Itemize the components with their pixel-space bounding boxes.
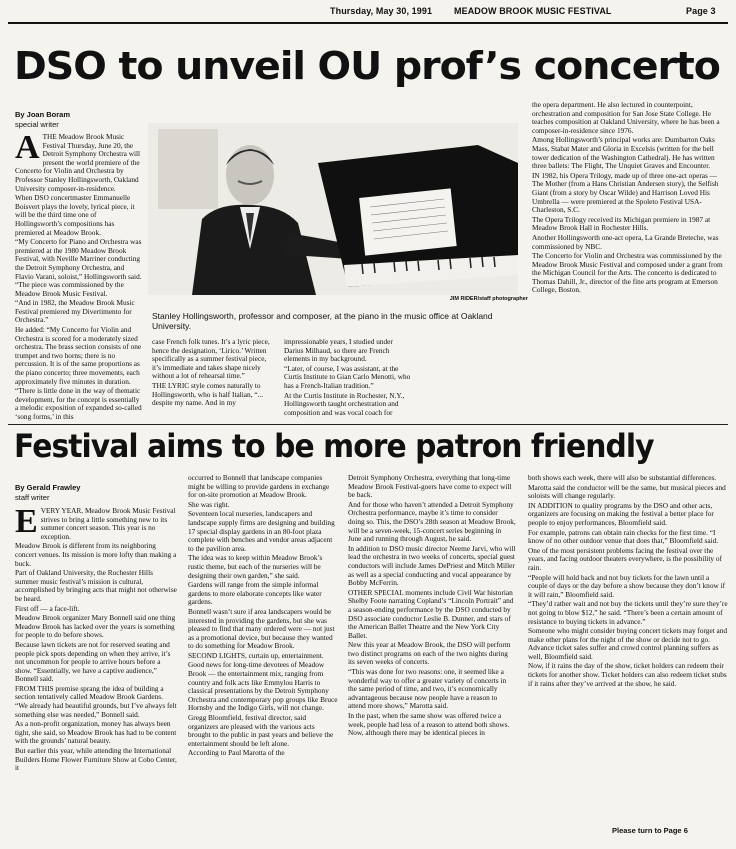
article2-col2-p6: SECOND LIGHTS, curtain up, entertainment. <box>188 650 324 660</box>
drop-cap: E <box>15 503 38 540</box>
article1-col1-p5: “There is little done in the way of thematic development, for the concept is essentially a melodic exposition of expanded so-called ‘song forms,’ in this <box>15 386 142 421</box>
article1-column-1 <box>15 129 143 421</box>
article2-col2-p5: Bonnell wasn’t sure if area landscapers would be interested in providing the gardens, but she was pleased to find that many ordered were — not just as a promotional device, but because they wanted to do something for Meadow Brook. <box>188 606 335 651</box>
continued-note: Please turn to Page 6 <box>612 826 688 835</box>
article1-col1-p0: THE Meadow Brook Music Festival Thursday, June 20, the Detroit Symphony Orchestra will present the world premiere of the Concerto for Violin and Orchestra by Professor Stanley Hollingsworth, Oakland University composer-in-residence. <box>15 132 141 193</box>
article2-col3-p6: In the past, when the same show was offered twice a week, people had less of a reason to attend both shows. Now, although there may be identical pieces in <box>348 711 510 738</box>
article2-column-2 <box>188 474 338 844</box>
article1-column-3 <box>284 338 412 422</box>
article1-column-4 <box>532 101 728 421</box>
article2-col3-p1: And for those who haven’t attended a Detroit Symphony Orchestra performance, maybe it’s time to consider doing so. This, the DSO’s 28th season at Meadow Brook, will be a seven-week, 15-concert series beginning in June and running through August, he said. <box>348 499 516 544</box>
article2-col1-p2: Part of Oakland University, the Rochester Hills summer music festival’s mission is cultural, accomplished by bringing acts that might not otherwise be heard. <box>15 568 177 603</box>
article2-column-1 <box>15 503 177 843</box>
article2-col4-p3: For example, patrons can obtain rain checks for the first time. “I know of no other outdoor venue that does that,” Bloomfield said. <box>528 527 719 546</box>
article2-byline-role: staff writer <box>15 493 50 502</box>
article2-col4-p6: “They’d rather wait and not buy the tickets until they’re sure they’re not going to blow $12,” he said. “There’s been a certain amount of resistance to buying tickets in advance.” <box>528 599 728 626</box>
article1-byline-role: special writer <box>15 120 59 129</box>
composer-at-piano-photo <box>148 123 518 295</box>
article1-col4-p4: Another Hollingsworth one-act opera, La Grande Breteche, was commissioned by NBC. <box>532 232 719 251</box>
article1-col1-p4: He added: “My Concerto for Violin and Orchestra is scored for a moderately sized orchestra. The brass section consists of one trumpet and two horns; there is no percussion. It is of the same proportions as the piano concerto; three movements, each approximately five minutes in duration. <box>15 325 142 386</box>
photo-credit: JIM RIDER/staff photographer <box>449 296 528 302</box>
header-date: Thursday, May 30, 1991 <box>330 6 433 16</box>
article1-byline <box>15 110 70 130</box>
article1-col4-p5: The Concerto for Violin and Orchestra was commissioned by the Meadow Brook Music Festival and composed under a grant from the Michigan Council for the Arts. The concerto is dedicated to Thomas Dahill, Jr., director of the fine arts program at Emerson College, Boston. <box>532 251 723 295</box>
article2-col2-p0: occurred to Bonnell that landscape companies might be willing to provide gardens in exchange for on-site promotion at Meadow Brook. <box>188 473 330 500</box>
article2-col2-p8: Gregg Bloomfield, festival director, said organizers are pleased with the various acts brought to the public in past years and believe the entertainment should be left alone. <box>188 713 334 748</box>
article2-col3-p5: “This was done for two reasons: one, it seemed like a wonderful way to offer a greater variety of concerts in the same period of time, and two, it’s economically advantageous because now people have a reason to attend more shows,” Marotta said. <box>348 667 507 711</box>
article2-byline <box>15 483 80 503</box>
article2-col1-p3: First off — a face-lift. <box>15 603 80 613</box>
article1-col1-p3: “And in 1982, the Meadow Brook Music Festival premiered my Divertimento for Orchestra.” <box>15 298 135 325</box>
article2-col2-p2: Seventeen local nurseries, landscapers and landscape supply firms are designing and building 17 special display gardens in an 80-foot plaza complete with benches and vendor areas adjacent to the pavilion area. <box>188 509 335 553</box>
article1-col2-p1: THE LYRIC style comes naturally to Hollingsworth, who is half Italian, “... despite my name. And in my <box>152 380 264 408</box>
article2-col3-p0: Detroit Symphony Orchestra, everything that long-time Meadow Brook Festival-goers have come to expect will be back. <box>348 473 512 500</box>
article2-col4-p1: Marotta said the conductor will be the same, but musical pieces and soloists will change regularly. <box>528 482 726 501</box>
article2-col4-p4: One of the most persistent problems facing the festival over the years, and facing outdoor theaters everywhere, is the possibility of rain. <box>528 545 722 572</box>
article2-col4-p8: Now, if it rains the day of the show, ticket holders can redeem their tickets for another show. Ticket holders can also redeem ticket stubs if it rains after they’ve arrived at the show, he said. <box>528 661 727 688</box>
article1-col1-p2: “My Concerto for Piano and Orchestra was premiered at the 1980 Meadow Brook Festival, with Neville Marriner conducting the Detroit Symphony Orchestra, and Flavio Varani, soloist,” Hollingsworth said. “The piece was commissioned by the Meadow Brook Music Festival. <box>15 237 142 298</box>
article2-col2-p1: She was right. <box>188 499 230 509</box>
article2-col1-p0: VERY YEAR, Meadow Brook Music Festival strives to bring a little something new to its summer concert season. This year is no exception. <box>40 506 176 541</box>
article2-byline-name: By Gerald Frawley <box>15 483 81 492</box>
article1-col3-p2: At the Curtis Institute in Rochester, N.Y., Hollingsworth taught orchestration and composition and was vocal coach for <box>284 390 405 417</box>
article2-column-4 <box>528 474 728 822</box>
article2-col4-p5: “People will hold back and not buy tickets for the lawn until a couple of days or the day before a show because they don’t know if it will rain,” Bloomfield said. <box>528 572 726 599</box>
drop-cap: A <box>15 129 40 166</box>
article1-col4-p2: IN 1982, his Opera Trilogy, made up of three one-act operas — The Mother (from a Hans Christian Andersen story), the Selfish Giant (from a story by Oscar Wilde) and Harrison Loved His Umbrella — were premiered at the Spoleto Festival USA-Charleston, S.C. <box>532 170 719 215</box>
article1-col1-p1: When DSO concertmaster Emmanuelle Boisvert plays the lovely, lyrical piece, it will be the third time one of Hollingsworth’s compositions has premiered at Meadow Brook. <box>15 193 135 237</box>
article2-col1-p6: FROM THIS premise sprang the idea of building a section tentatively called Meadow Brook Gardens. “We already had beautiful grounds, but I’ve always felt something else was needed,” Bonnell said. <box>15 683 177 719</box>
article2-col2-p3: The idea was to keep within Meadow Brook’s rustic theme, but each of the nurseries will be designing their own garden,” she said. <box>188 553 323 580</box>
article2-col1-p8: But earlier this year, while attending the International Builders Home Flower Furniture Show at Cobo Center, it <box>15 746 177 773</box>
article2-headline: Festival aims to be more patron friendly <box>14 427 654 465</box>
article2-col4-p2: IN ADDITION to quality programs by the DSO and other acts, organizers are focusing on making the festival a better place for people to enjoy performances, Bloomfield said. <box>528 500 714 527</box>
article2-col1-p1: Meadow Brook is different from its neighboring concert venues. Its mission is more lofty than making a buck. <box>15 541 177 568</box>
article1-headline: DSO to unveil OU prof’s concerto <box>14 44 720 88</box>
article1-col4-p0: the opera department. He also lectured in counterpoint, orchestration and composition for San Jose State College. He teaches composition at Oakland University, where he has been a composer-in-residence since 1976. <box>532 100 720 135</box>
article1-col3-p1: “Later, of course, I was assistant, at the Curtis Institute to Gian Carlo Menotti, who has a French-Italian tradition.” <box>284 363 411 390</box>
header-rule <box>8 22 728 24</box>
article-divider <box>8 424 728 425</box>
article2-col1-p7: As a non-profit organization, money has always been tight, she said, so Meadow Brook has had to be content with the grounds’ natural beauty. <box>15 719 177 746</box>
article2-col3-p2: In addition to DSO music director Neeme Jarvi, who will lead the orchestra in two weeks of concerts, special guest conductors will include James DePriest and Mitch Miller as well as a special conducting and vocal appearance by Bobby McFerrin. <box>348 543 516 588</box>
article2-col2-p7: Good news for long-time devotees of Meadow Brook — the entertainment mix, ranging from country and folk acts like Emmylou Harris to classical presentations by the Detroit Symphony Orchestra and contemporary pop groups like Bruce Hornsby and the Indigo Girls, will not change. <box>188 660 338 713</box>
article1-byline-name: By Joan Boram <box>15 110 71 119</box>
page-header <box>330 6 728 20</box>
photo-illustration <box>148 123 518 295</box>
article2-column-3 <box>348 474 516 844</box>
article2-col4-p7: Someone who might consider buying concert tickets may forget and make other plans for the night of the show or decide not to go. Advance ticket sales suffer and crowd control planning suffers as well, Bloomfield said. <box>528 626 728 661</box>
article2-col1-p5: Because lawn tickets are not for reserved seating and people pick spots depending on when they arrive, it’s not uncommon for people to arrive hours before a show. “Essentially, we have a captive audience,” Bonnell said. <box>15 639 171 684</box>
article1-col4-p3: The Opera Trilogy received its Michigan premiere in 1987 at Meadow Brook Hall in Rochester Hills. <box>532 214 711 233</box>
article2-col4-p0: both shows each week, there will also be substantial differences. <box>528 473 717 482</box>
article1-column-2 <box>152 338 276 422</box>
header-page-number: Page 3 <box>686 6 716 16</box>
header-section: MEADOW BROOK MUSIC FESTIVAL <box>454 6 612 16</box>
article1-col3-p0: impressionable years, I studied under Darius Milhaud, so there are French elements in my background. <box>284 337 393 364</box>
article1-col2-p0: case French folk tunes. It’s a lyric piece, hence the designation, ‘Lirico.’ Written specifically as a summer festival piece, it’s immediate and takes shape nicely without a lot of rehearsal time.” <box>152 337 270 381</box>
article2-col2-p4: Gardens will range from the simple informal gardens to more elaborate concepts like water gardens. <box>188 580 322 607</box>
photo-caption: Stanley Hollingsworth, professor and composer, at the piano in the music office at Oakland University. <box>152 311 493 331</box>
article2-col3-p4: New this year at Meadow Brook, the DSO will perform two distinct programs on each of the two nights during its seven weeks of concerts. <box>348 640 511 667</box>
article2-col2-p9: According to Paul Marotta of the <box>188 748 285 758</box>
article2-col3-p3: OTHER SPECIAL moments include Civil War historian Shelby Foote narrating Copland’s “Lincoln Portrait” and a season-ending performance by the DSO conducted by DSO associate conductor Leslie B. Dunner, and stars of the American Ballet Theatre and the New York City Ballet. <box>348 587 514 640</box>
article1-col4-p1: Among Hollingsworth’s principal works are: Dumbarton Oaks Mass, Stabat Mater and Gloria in Excelsis (written for the bell tower dedication of the Washington Cathedral). He has written three ballets: The Flight, The Unquiet Graves and Encounter. <box>532 135 715 171</box>
article2-col1-p4: Meadow Brook organizer Mary Bonnell said one thing Meadow Brook has lacked over the years is something for people to do before shows. <box>15 613 176 640</box>
